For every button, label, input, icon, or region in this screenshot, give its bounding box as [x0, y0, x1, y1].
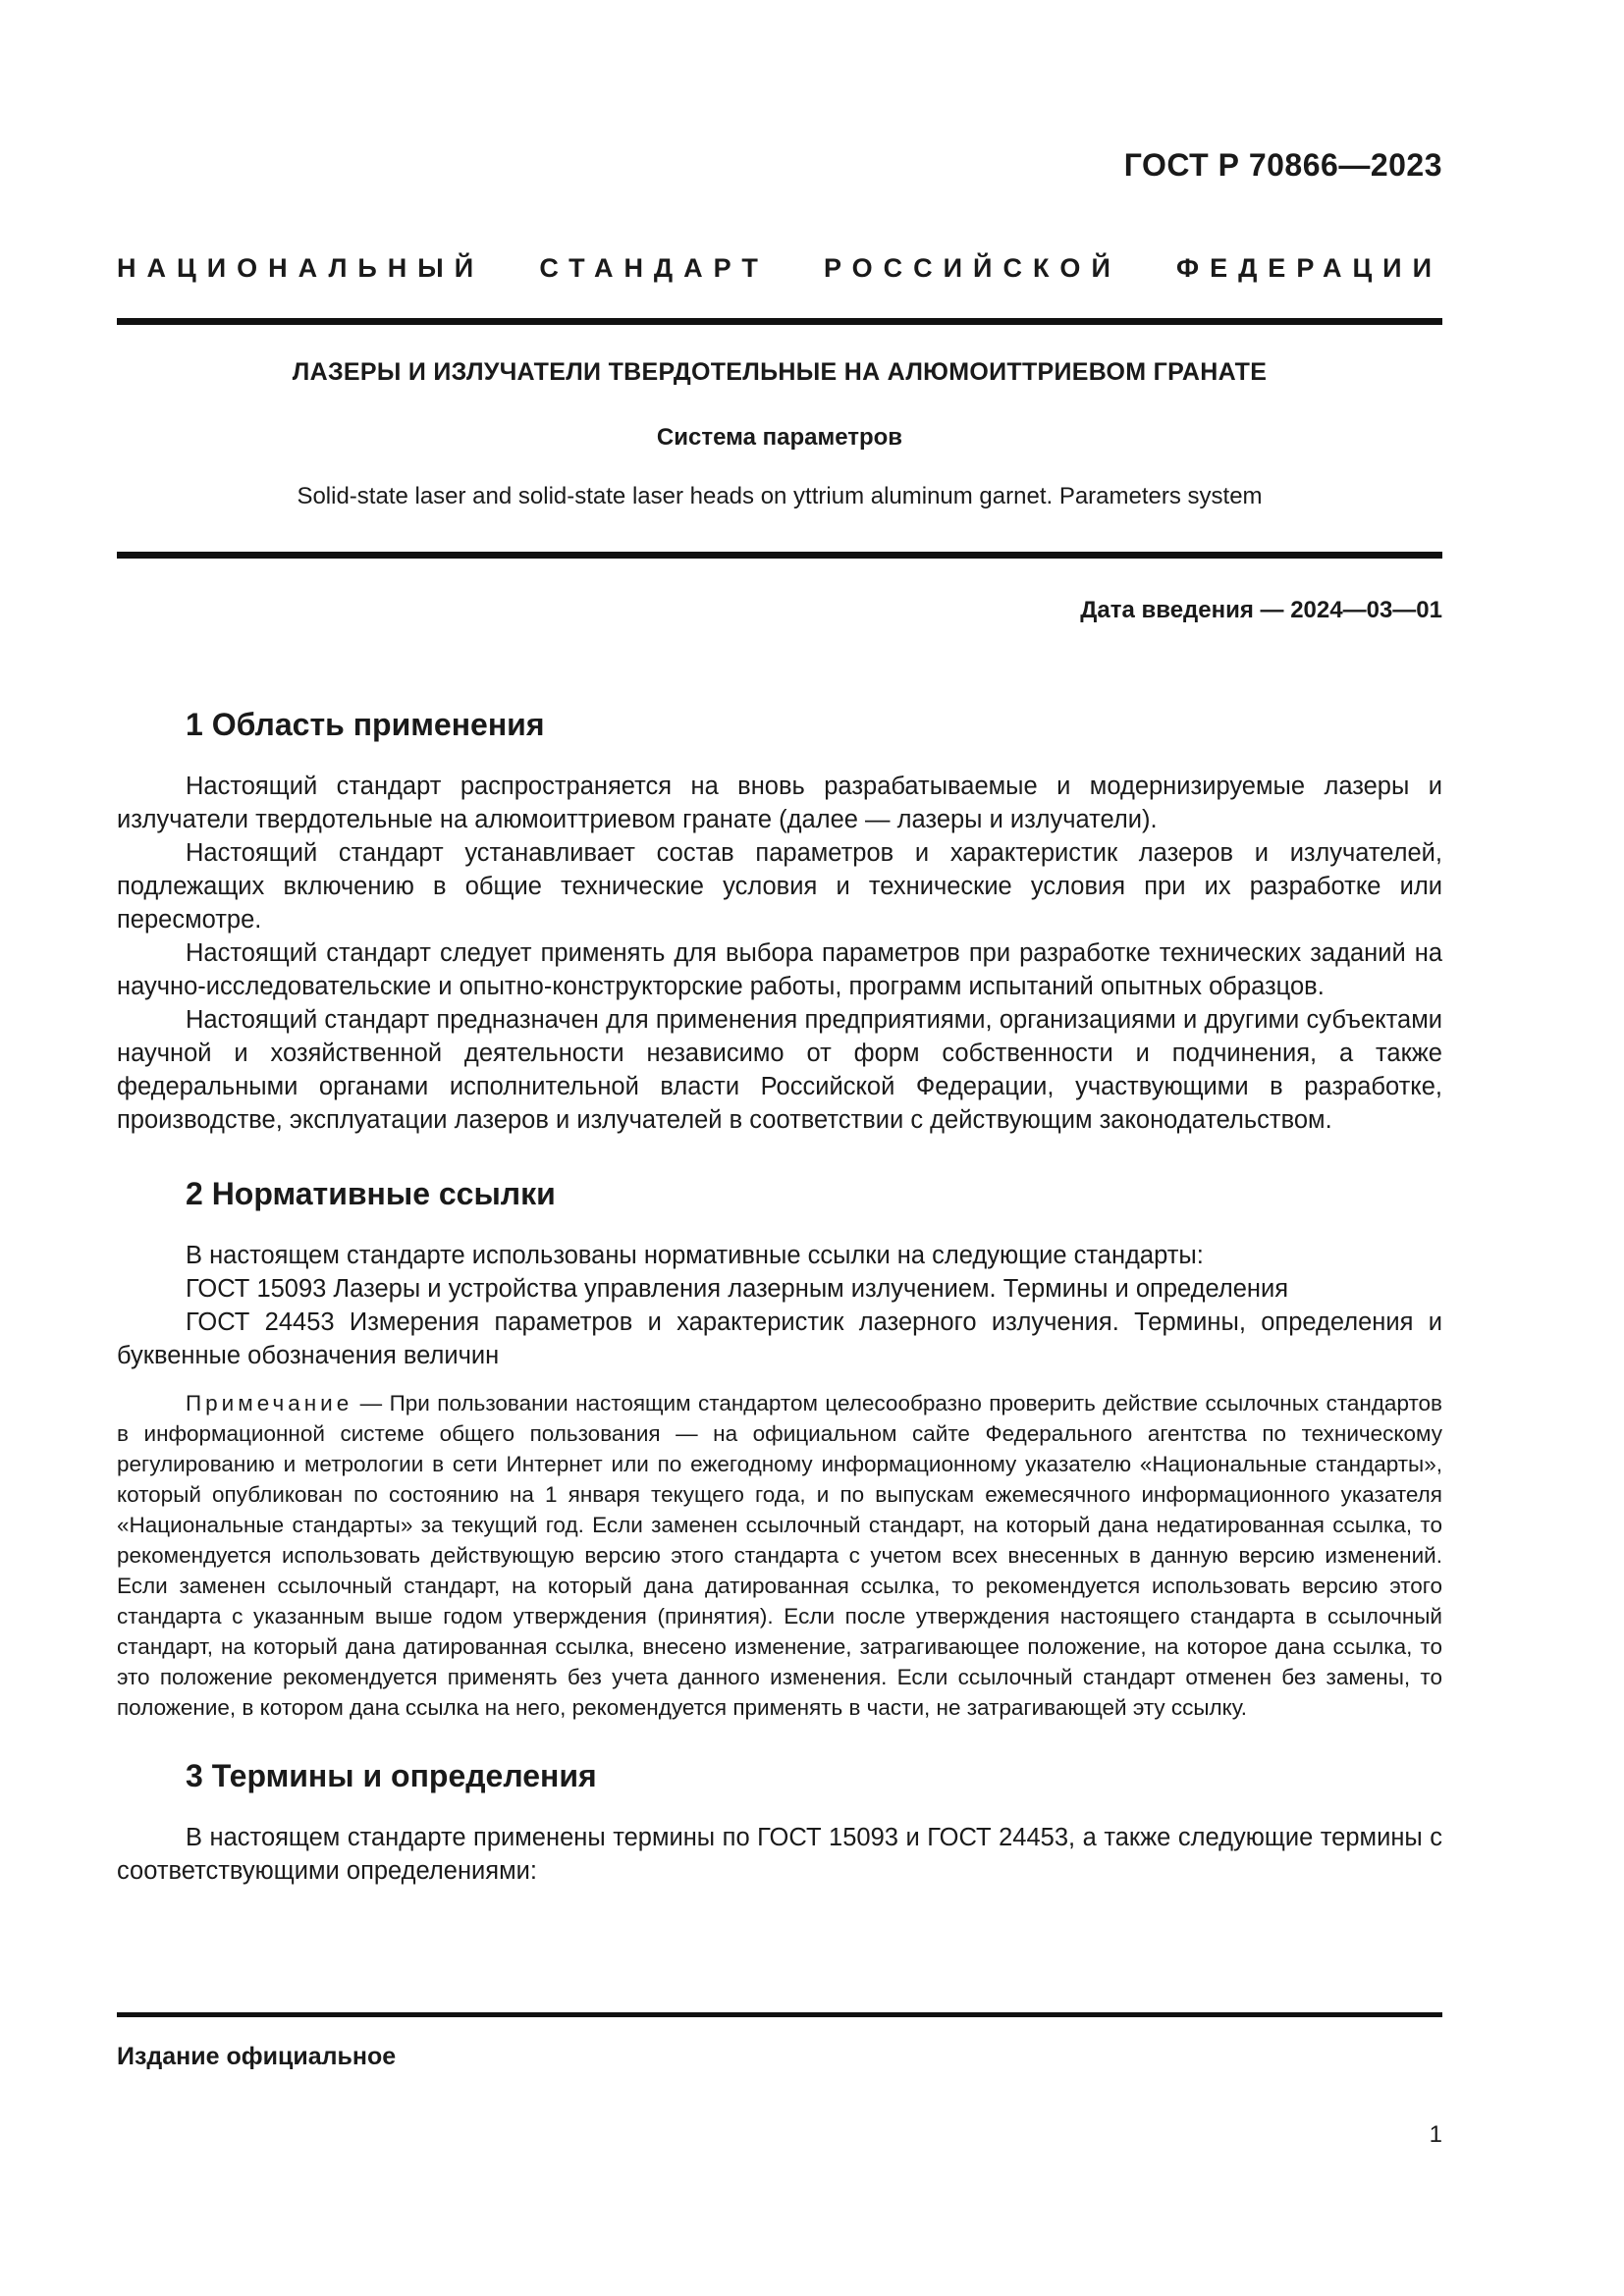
note-text: — При пользовании настоящим стандартом целесообразно проверить действие ссылочных стандартов в информационной системе общего пользования — на официальном сайте Федерального агентства по техническому регулированию и метрологии в сети Интернет или по ежегодному информационному указателю «Национальные стандарты», который опубликован по состоянию на 1 января текущего года, и по выпускам ежемесячного информационного указателя «Национальные стандарты» за текущий год. Если заменен ссылочный стандарт, на который дана недатированная ссылка, то рекомендуется использовать действующую версию этого стандарта с учетом всех внесенных в данную версию изменений. Если заменен ссылочный стандарт, на который дана датированная ссылка, то рекомендуется использовать версию этого стандарта с указанным выше годом утверждения (принятия). Если после утверждения настоящего стандарта в ссылочный стандарт, на который дана датированная ссылка, внесено изменение, затрагивающее положение, на которое дана ссылка, то это положение рекомендуется применять без учета данного изменения. Если ссылочный стандарт отменен без замены, то положение, в котором дана ссылка на него, рекомендуется применять в части, не затрагивающей эту ссылку.: [117, 1391, 1442, 1720]
section-1-paragraph: Настоящий стандарт предназначен для применения предприятиями, организациями и другими субъектами научной и хозяйственной деятельности независимо от форм собственности и подчинения, а также федеральными органами исполнительной власти Российской Федерации, участвующими в разработке, производстве, эксплуатации лазеров и излучателей в соответствии с действующим законодательством.: [117, 1006, 1442, 1134]
standard-title: ЛАЗЕРЫ И ИЗЛУЧАТЕЛИ ТВЕРДОТЕЛЬНЫЕ НА АЛЮМОИТТРИЕВОМ ГРАНАТЕ: [292, 358, 1268, 386]
footer-divider-rule: [117, 2012, 1442, 2017]
national-standard-banner: НАЦИОНАЛЬНЫЙ СТАНДАРТ РОССИЙСКОЙ ФЕДЕРАЦИИ: [117, 253, 1442, 283]
standard-english-title: Solid-state laser and solid-state laser heads on yttrium aluminum garnet. Parameters system: [297, 483, 1263, 509]
section-2-intro: В настоящем стандарте использованы нормативные ссылки на следующие стандарты:: [186, 1242, 1204, 1269]
section-2-note: [117, 1388, 1442, 1723]
note-label: Примечание: [186, 1391, 353, 1415]
section-1-paragraph: Настоящий стандарт распространяется на вновь разрабатываемые и модернизируемые лазеры и излучатели твердотельные на алюмоиттриевом гранате (далее — лазеры и излучатели).: [117, 773, 1442, 833]
normative-reference: ГОСТ 15093 Лазеры и устройства управления лазерным излучением. Термины и определения: [186, 1275, 1289, 1303]
introduction-date: Дата введения — 2024—03—01: [1080, 597, 1442, 623]
page-number: 1: [1429, 2121, 1442, 2148]
edition-label: Издание официальное: [117, 2043, 397, 2070]
section-3-paragraph: В настоящем стандарте применены термины по ГОСТ 15093 и ГОСТ 24453, а также следующие термины с соответствующими определениями:: [117, 1824, 1442, 1885]
standard-subtitle: Система параметров: [656, 424, 903, 451]
section-1-paragraph: Настоящий стандарт следует применять для выбора параметров при разработке технических заданий на научно-исследовательские и опытно-конструкторские работы, программ испытаний опытных образцов.: [117, 939, 1442, 1000]
divider-rule: [117, 318, 1442, 325]
divider-rule: [117, 552, 1442, 559]
gost-code: ГОСТ Р 70866—2023: [1123, 147, 1442, 183]
section-3-heading: 3 Термины и определения: [186, 1758, 597, 1793]
normative-reference: ГОСТ 24453 Измерения параметров и характеристик лазерного излучения. Термины, определения и буквенные обозначения величин: [117, 1308, 1442, 1369]
document-body: [117, 705, 1442, 1888]
section-2-heading: 2 Нормативные ссылки: [186, 1176, 556, 1211]
section-1-heading: 1 Область применения: [186, 707, 545, 742]
document-page: [117, 0, 1442, 2296]
section-1-paragraph: Настоящий стандарт устанавливает состав параметров и характеристик лазеров и излучателей, подлежащих включению в общие технические условия и технические условия при их разработке или пересмотре.: [117, 839, 1442, 934]
